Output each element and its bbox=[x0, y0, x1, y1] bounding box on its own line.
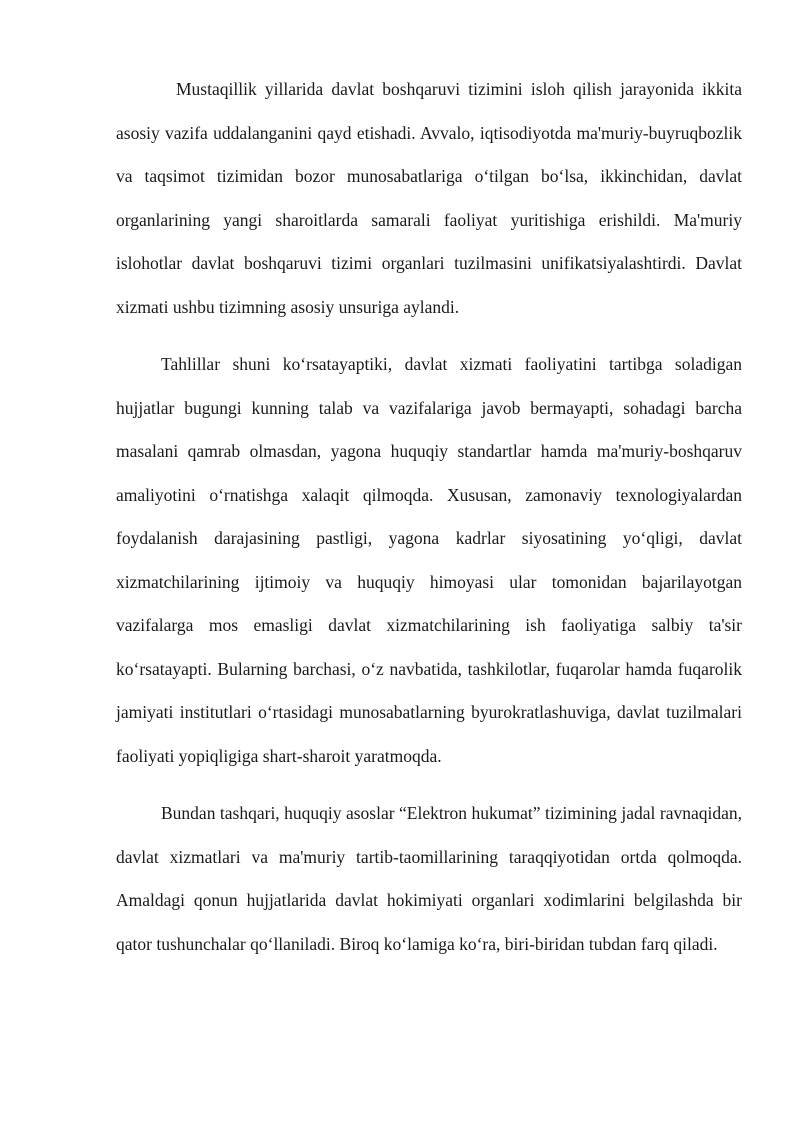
paragraph-1: Mustaqillik yillarida davlat boshqaruvi tizimini isloh qilish jarayonida ikkita asosiy vazifa uddalanganini qayd etishadi. Avvalo, iqtisodiyotda ma'muriy-buyruqbozlik va taqsimot tizimidan bozor munosabatlariga oʻtilgan boʻlsa, ikkinchidan, davlat organlarining yangi sharoitlarda samarali faoliyat yuritishiga erishildi. Ma'muriy islohotlar davlat boshqaruvi tizimi organlari tuzilmasini unifikatsiyalashtirdi. Davlat xizmati ushbu tizimning asosiy unsuriga aylandi. bbox=[116, 79, 742, 317]
paragraph-2: Tahlillar shuni koʻrsatayaptiki, davlat xizmati faoliyatini tartibga soladigan hujjatlar bugungi kunning talab va vazifalariga javob bermayapti, sohadagi barcha masalani qamrab olmasdan, yagona huquqiy standartlar hamda ma'muriy-boshqaruv amaliyotini oʻrnatishga xalaqit qilmoqda. Xususan, zamonaviy texnologiyalardan foydalanish darajasining pastligi, yagona kadrlar siyosatining yoʻqligi, davlat xizmatchilarining ijtimoiy va huquqiy himoyasi ular tomonidan bajarilayotgan vazifalarga mos emasligi davlat xizmatchilarining ish faoliyatiga salbiy ta'sir koʻrsatayapti. Bularning barchasi, oʻz navbatida, tashkilotlar, fuqarolar hamda fuqarolik jamiyati institutlari oʻrtasidagi munosabatlarning byurokratlashuviga, davlat tuzilmalari faoliyati yopiqligiga shart-sharoit yaratmoqda. bbox=[116, 354, 742, 766]
paragraph-3: Bundan tashqari, huquqiy asoslar “Elektron hukumat” tizimining jadal ravnaqidan, davlat xizmatlari va ma'muriy tartib-taomillarining taraqqiyotidan ortda qolmoqda. Amaldagi qonun hujjatlarida davlat hokimiyati organlari xodimlarini belgilashda bir qator tushunchalar qoʻllaniladi. Biroq koʻlamiga koʻra, biri-biridan tubdan farq qiladi. bbox=[116, 803, 742, 954]
document-body bbox=[116, 68, 742, 966]
